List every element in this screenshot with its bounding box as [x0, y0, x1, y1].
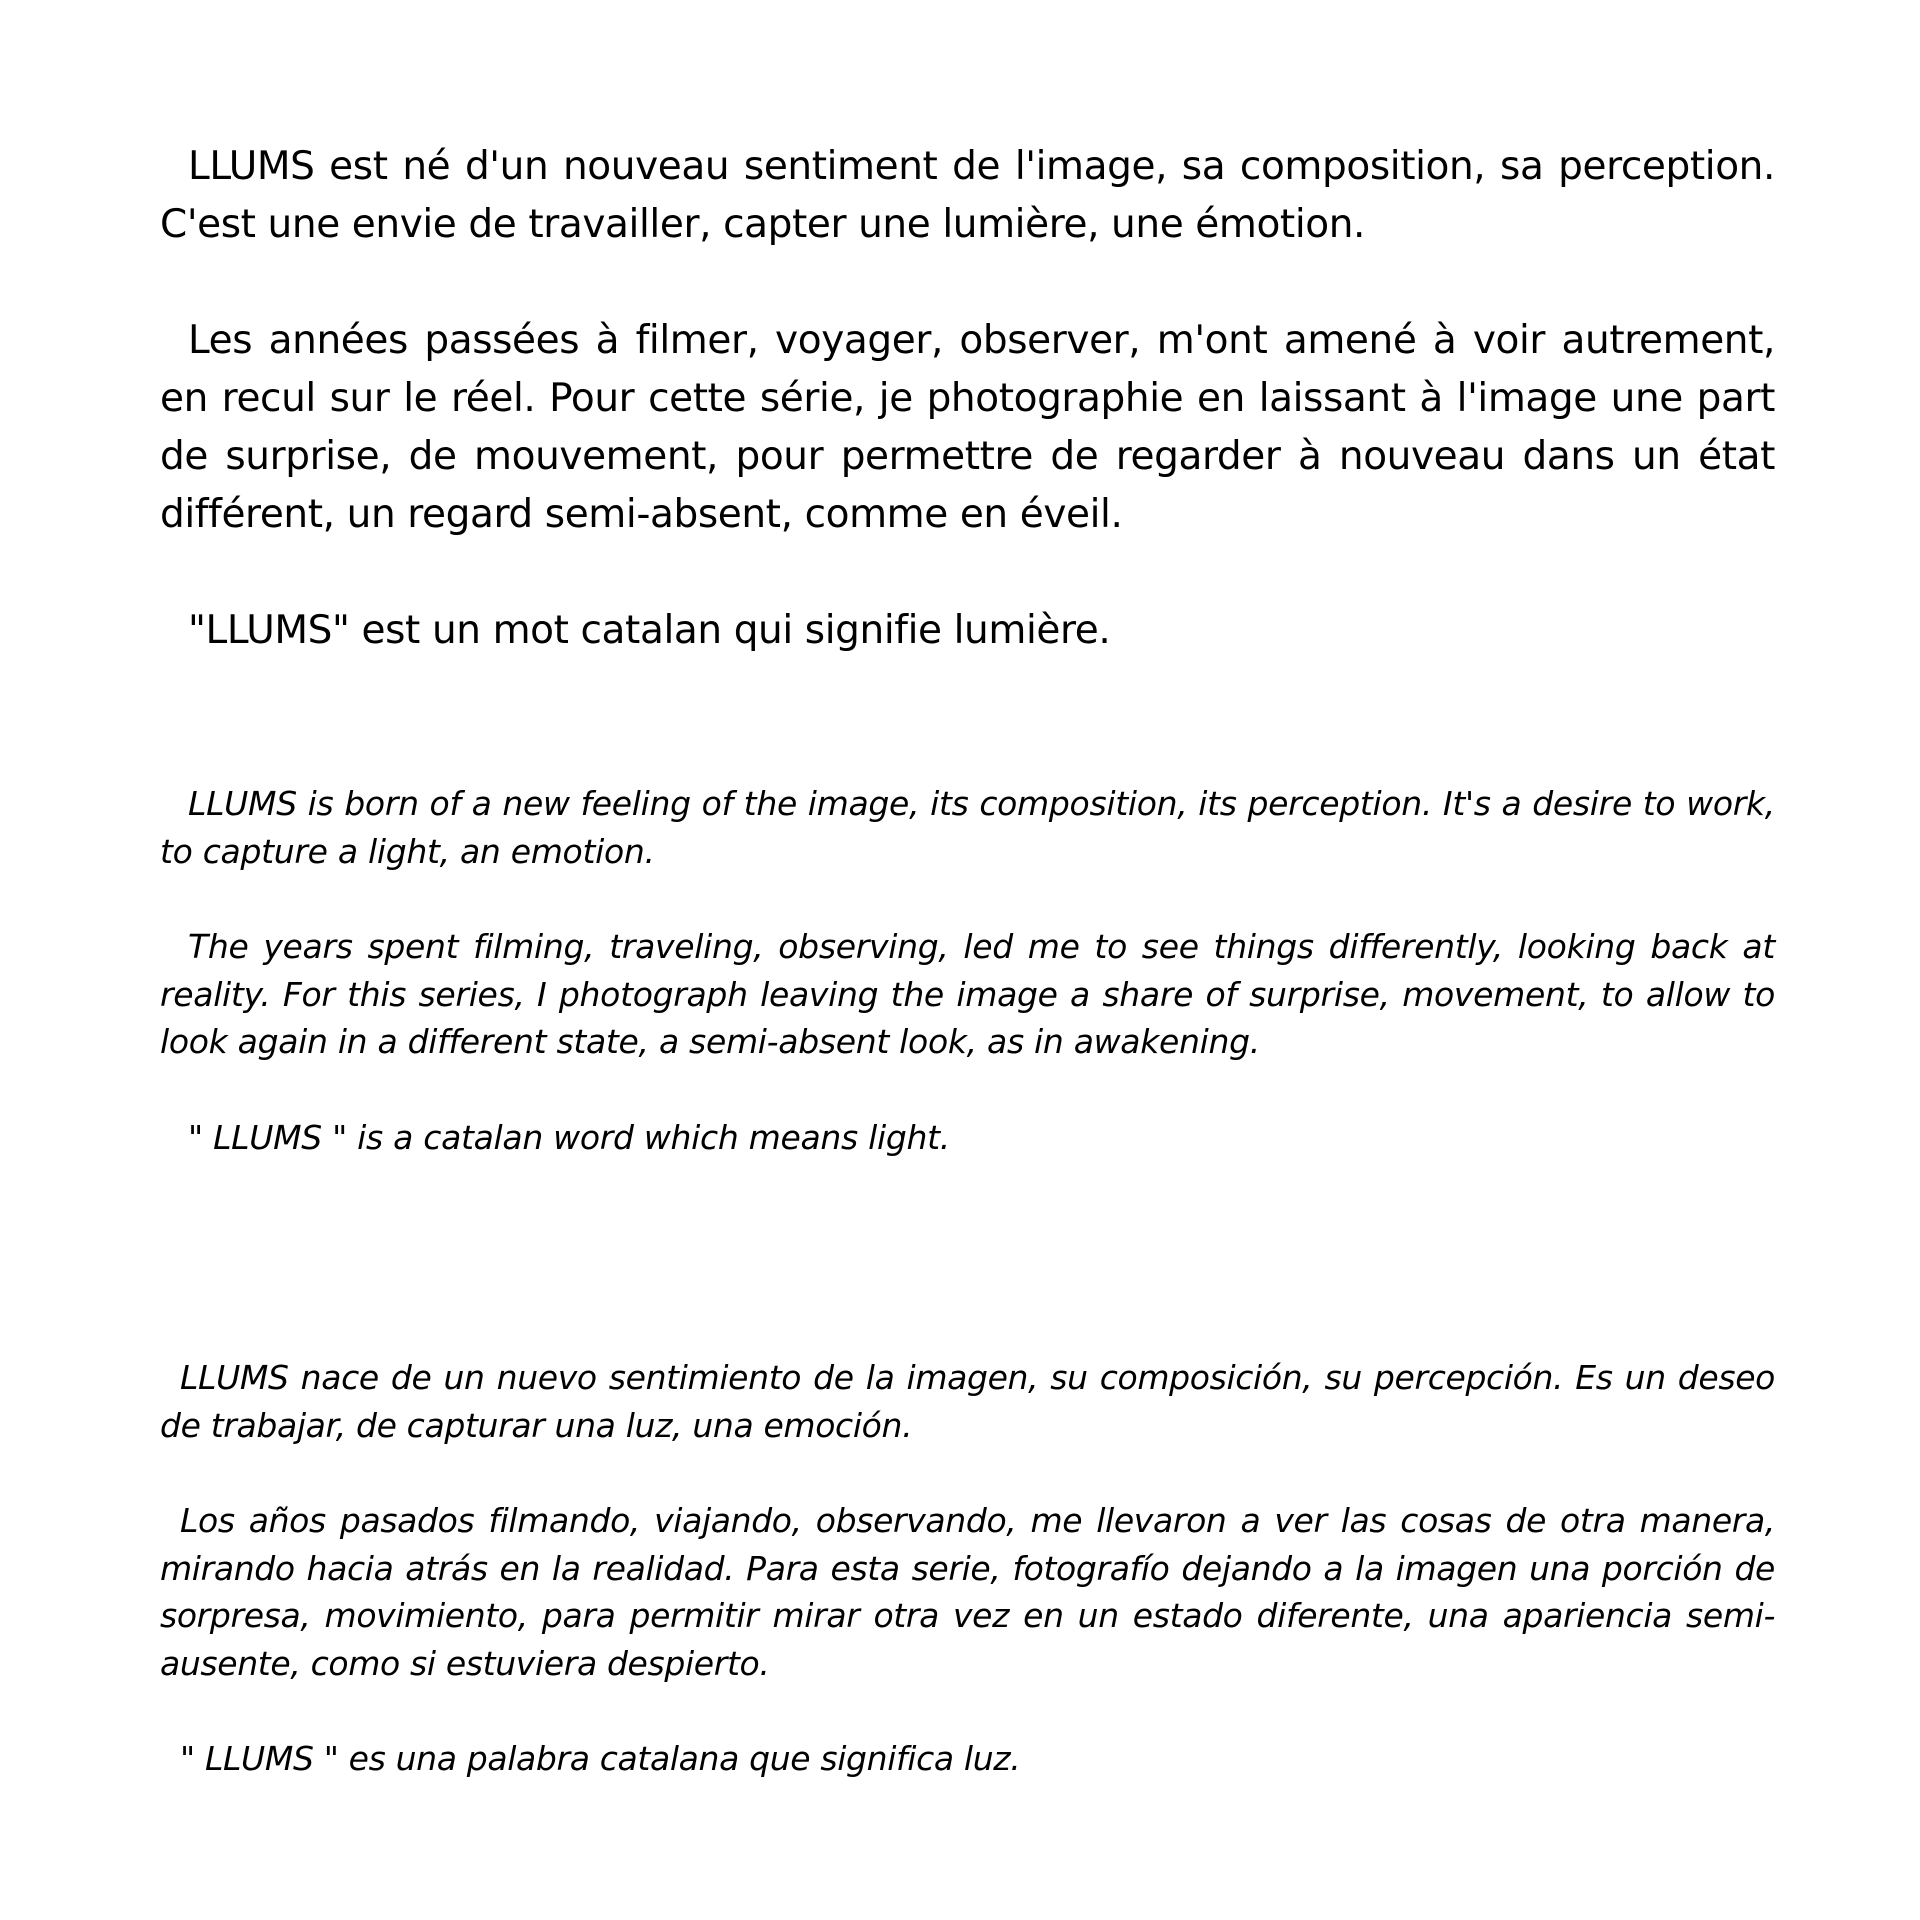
- spanish-paragraph-2: Los años pasados filmando, viajando, observando, me llevaron a ver las cosas de otra manera, mirando hacia atrás en la realidad. Para esta serie, fotografío dejando a la imagen una porción de sorpresa, movimiento, para permitir mirar otra vez en un estado diferente, una apariencia semi-ausente, como si estuviera despierto.: [160, 1501, 1775, 1683]
- english-paragraph-2: The years spent filming, traveling, observing, led me to see things differently, looking back at reality. For this series, I photograph leaving the image a share of surprise, movement, to allow to look again in a different state, a semi-absent look, as in awakening.: [160, 927, 1775, 1061]
- french-paragraph-1: LLUMS est né d'un nouveau sentiment de l'image, sa composition, sa perception. C'est une envie de travailler, capter une lumière, une émotion.: [160, 144, 1775, 247]
- english-paragraph-1: LLUMS is born of a new feeling of the image, its composition, its perception. It's a desire to work, to capture a light, an emotion.: [160, 784, 1775, 871]
- spanish-text-block: [160, 1354, 1775, 1831]
- english-text-block: [160, 780, 1775, 1209]
- spanish-paragraph-1: LLUMS nace de un nuevo sentimiento de la imagen, su composición, su percepción. Es un deseo de trabajar, de capturar una luz, una emoción.: [160, 1358, 1775, 1445]
- french-paragraph-2: Les années passées à filmer, voyager, observer, m'ont amené à voir autrement, en recul sur le réel. Pour cette série, je photographie en laissant à l'image une part de surprise, de mouvement, pour permettre de regarder à nouveau dans un état différent, un regard semi-absent, comme en éveil.: [160, 318, 1775, 537]
- spanish-paragraph-3: " LLUMS " es una palabra catalana que significa luz.: [180, 1739, 1021, 1778]
- document-page: [160, 0, 1775, 1920]
- english-paragraph-3: " LLUMS " is a catalan word which means light.: [188, 1117, 950, 1157]
- french-text-block: [160, 138, 1775, 718]
- french-paragraph-3: "LLUMS" est un mot catalan qui signifie lumière.: [188, 608, 1111, 653]
